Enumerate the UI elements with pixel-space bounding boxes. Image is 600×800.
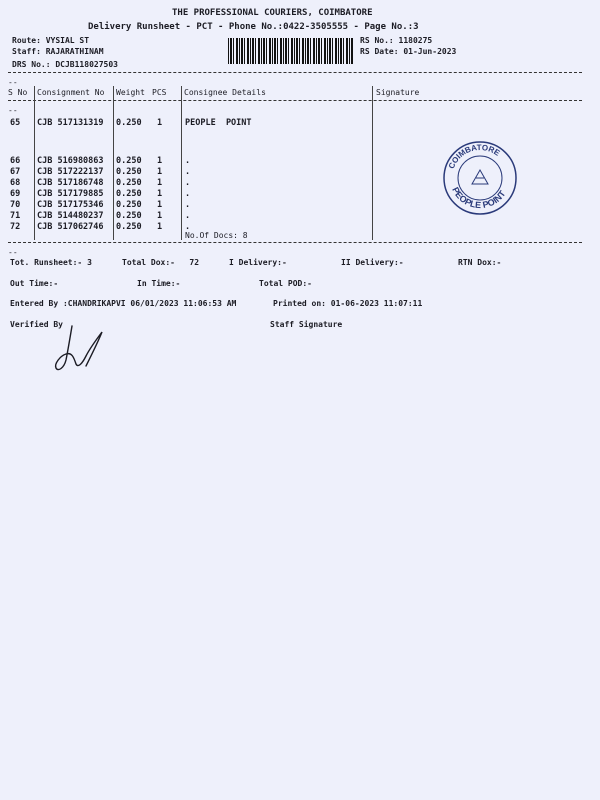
entered-by: Entered By :CHANDRIKAPVI 06/01/2023 11:06:53 AM bbox=[10, 299, 237, 308]
row-pcs: 1 bbox=[157, 178, 163, 188]
row-pcs: 1 bbox=[157, 222, 163, 232]
col-header-weight: Weight bbox=[116, 88, 145, 97]
dash-marker: -- bbox=[8, 106, 18, 115]
printed-on: Printed on: 01-06-2023 11:07:11 bbox=[273, 299, 423, 308]
divider bbox=[8, 242, 582, 243]
row-weight: 0.250 bbox=[116, 178, 142, 188]
handwritten-signature bbox=[52, 324, 112, 376]
company-title: THE PROFESSIONAL COURIERS, COIMBATORE bbox=[172, 8, 373, 18]
row-consignment: CJB 517131319 bbox=[37, 118, 104, 128]
no-of-docs: No.Of Docs: 8 bbox=[185, 231, 248, 240]
ii-delivery: II Delivery:- bbox=[341, 258, 404, 267]
col-header-consignment: Consignment No bbox=[37, 88, 105, 97]
row-consignment: CJB 517222137 bbox=[37, 167, 104, 177]
row-consignment: CJB 517179885 bbox=[37, 189, 104, 199]
row-weight: 0.250 bbox=[116, 200, 142, 210]
table-row bbox=[0, 118, 600, 129]
row-consignment: CJB 517186748 bbox=[37, 178, 104, 188]
rs-number: RS No.: 1180275 bbox=[360, 36, 433, 45]
row-weight: 0.250 bbox=[116, 211, 142, 221]
row-consignment: CJB 517175346 bbox=[37, 200, 104, 210]
row-pcs: 1 bbox=[157, 156, 163, 166]
stamp-text-bottom: PEOPLE POINT bbox=[450, 185, 508, 211]
row-sno: 69 bbox=[10, 189, 21, 199]
out-time: Out Time:- bbox=[10, 279, 59, 288]
divider bbox=[8, 72, 582, 73]
row-consignee: . bbox=[185, 156, 191, 166]
row-consignee: . bbox=[185, 178, 191, 188]
row-sno: 70 bbox=[10, 200, 21, 210]
stamp-emblem-icon bbox=[472, 170, 488, 184]
row-weight: 0.250 bbox=[116, 156, 142, 166]
col-header-pcs: PCS bbox=[152, 88, 167, 97]
verified-by: Verified By bbox=[10, 320, 63, 329]
divider bbox=[8, 100, 582, 101]
i-delivery: I Delivery:- bbox=[229, 258, 287, 267]
table-row bbox=[0, 222, 600, 233]
row-sno: 67 bbox=[10, 167, 21, 177]
row-consignee: . bbox=[185, 200, 191, 210]
rtn-dox: RTN Dox:- bbox=[458, 258, 502, 267]
row-consignee: . bbox=[185, 167, 191, 177]
row-consignee: . bbox=[185, 222, 191, 232]
staff-label: Staff: RAJARATHINAM bbox=[12, 47, 104, 56]
row-consignment: CJB 514480237 bbox=[37, 211, 104, 221]
staff-signature-label: Staff Signature bbox=[270, 320, 343, 329]
row-pcs: 1 bbox=[157, 211, 163, 221]
in-time: In Time:- bbox=[137, 279, 181, 288]
row-sno: 65 bbox=[10, 118, 21, 128]
runsheet-subtitle: Delivery Runsheet - PCT - Phone No.:0422-3505555 - Page No.:3 bbox=[88, 22, 419, 32]
row-weight: 0.250 bbox=[116, 167, 142, 177]
total-pod: Total POD:- bbox=[259, 279, 312, 288]
route-label: Route: VYSIAL ST bbox=[12, 36, 90, 45]
tot-runsheet: Tot. Runsheet:- 3 bbox=[10, 258, 92, 267]
stamp-text-top: COIMBATORE bbox=[446, 142, 502, 171]
row-pcs: 1 bbox=[157, 167, 163, 177]
row-pcs: 1 bbox=[157, 200, 163, 210]
col-header-signature: Signature bbox=[376, 88, 420, 97]
row-sno: 71 bbox=[10, 211, 21, 221]
row-weight: 0.250 bbox=[116, 118, 142, 128]
row-consignee: . bbox=[185, 211, 191, 221]
col-header-consignee: Consignee Details bbox=[184, 88, 266, 97]
row-consignee: . bbox=[185, 189, 191, 199]
row-weight: 0.250 bbox=[116, 222, 142, 232]
company-stamp bbox=[440, 140, 520, 216]
row-pcs: 1 bbox=[157, 118, 163, 128]
dash-marker: -- bbox=[8, 78, 18, 87]
total-dox: Total Dox:- 72 bbox=[122, 258, 200, 267]
row-pcs: 1 bbox=[157, 189, 163, 199]
row-sno: 66 bbox=[10, 156, 21, 166]
dash-marker: -- bbox=[8, 248, 18, 257]
col-header-sno: S No bbox=[8, 88, 28, 97]
row-weight: 0.250 bbox=[116, 189, 142, 199]
row-consignment: CJB 516980863 bbox=[37, 156, 104, 166]
barcode bbox=[228, 38, 354, 64]
rs-date: RS Date: 01-Jun-2023 bbox=[360, 47, 457, 56]
row-consignee: PEOPLE POINT bbox=[185, 118, 252, 128]
row-consignment: CJB 517062746 bbox=[37, 222, 104, 232]
drs-number: DRS No.: DCJB118027503 bbox=[12, 60, 118, 69]
row-sno: 68 bbox=[10, 178, 21, 188]
row-sno: 72 bbox=[10, 222, 21, 232]
